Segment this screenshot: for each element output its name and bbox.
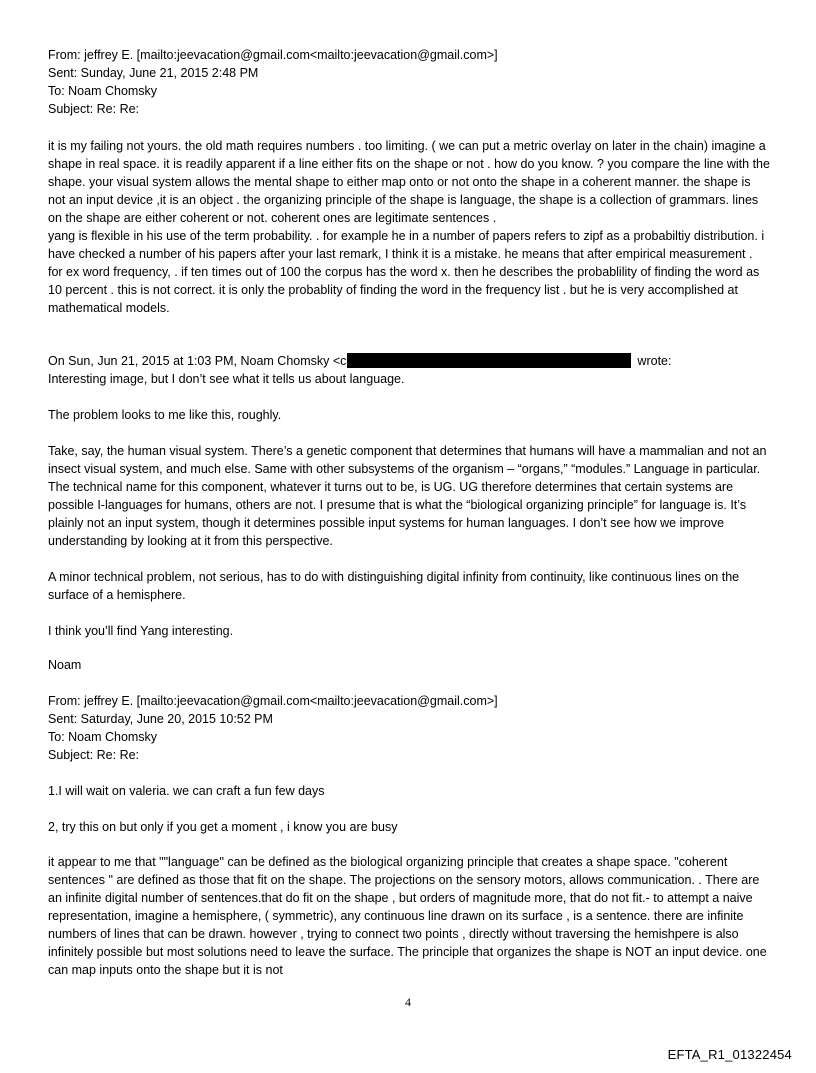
- email2-paragraph-3: it appear to me that ""language" can be defined as the biological organizing principle that creates a shape space. "coherent sentences " are defined as those that fit on the shape. The projections on the sensory motors, allows communication. . There are an infinite digital number of sentences.that do fit on the shape , but orders of magnitude more, that do not fit.- to attempt a naive representation, imagine a hemisphere, ( symmetric), any continuous line drawn on its surface , is a sentence. there are infinite numbers of lines that can be drawn. however , trying to connect two points , directly without traversing the hemishpere is also infinitely possible but most solutions need to leave the surface. The principle that organizes the shape is NOT an input device. one can map inputs onto the shape but it is not: [48, 855, 767, 977]
- email2-paragraph-1: 1.I will wait on valeria. we can craft a fun few days: [48, 784, 325, 798]
- quoted-on-line: On Sun, Jun 21, 2015 at 1:03 PM, Noam Chomsky <c: [48, 354, 347, 368]
- email1-sent: Sent: Sunday, June 21, 2015 2:48 PM: [48, 66, 259, 80]
- quoted-paragraph-3-block: [48, 442, 770, 550]
- quoted-paragraph-3: Take, say, the human visual system. There’s a genetic component that determines that humans will have a mammalian and not an insect visual system, and much else. Same with other subsystems of the organism – “organs,” “modules.” Language in particular. The technical name for this component, whatever it turns out to be, is UG. UG therefore determines that certain systems are possible I-languages for humans, others are not. I presume that is what the “biological organizing principle” for language is. It’s plainly not an input system, though it determines possible input systems for human languages. I don’t see how we improve understanding by looking at it from this perspective.: [48, 444, 767, 548]
- quoted-wrote: wrote:: [637, 354, 672, 368]
- email2-subject: Subject: Re: Re:: [48, 748, 140, 762]
- email1-body-paragraph-2: yang is flexible in his use of the term probability. . for example he in a number of papers refers to zipf as a probabiltiy distribution. i have checked a number of his papers after your last remark, I think it is a mistake. he means that after empirical measurement . for ex word frequency, . if ten times out of 100 the corpus has the word x. then he describes the probablility of finding the word as 10 percent . this is not correct. it is only the probablity of finding the word in the frequency list . but he is very accomplished at mathematical models.: [48, 229, 765, 315]
- email1-to: To: Noam Chomsky: [48, 84, 158, 98]
- email1-body-paragraph-1: it is my failing not yours. the old math requires numbers . too limiting. ( we can put a metric overlay on later in the chain) imagine a shape in real space. it is readily apparent if a line either fits on the shape or not . how do you know. ? you compare the line with the shape. your visual system allows the mental shape to either map onto or not onto the shape in a coherent manner. the shape is not an input device ,it is an object . the organizing principle of the shape is language, the shape is a collection of grammars. lines on the shape are either coherent or not. coherent ones are legitimate sentences .: [48, 139, 770, 225]
- email2-paragraph-2-block: [48, 818, 770, 836]
- email2-paragraph-2: 2, try this on but only if you get a moment , i know you are busy: [48, 820, 398, 834]
- quoted-paragraph-1: Interesting image, but I don’t see what it tells us about language.: [48, 372, 405, 386]
- quoted-paragraph-2: The problem looks to me like this, roughly.: [48, 408, 282, 422]
- email2-to: To: Noam Chomsky: [48, 730, 158, 744]
- quoted-paragraph-4: A minor technical problem, not serious, has to do with distinguishing digital infinity from continuity, like continuous lines on the surface of a hemisphere.: [48, 570, 740, 602]
- quoted-paragraph-5-block: [48, 622, 770, 640]
- redaction-bar: [347, 353, 631, 368]
- quoted-signature-block: [48, 656, 770, 674]
- quoted-paragraph-5: I think you’ll find Yang interesting.: [48, 624, 234, 638]
- email2-header: [48, 692, 770, 764]
- quoted-attribution: [48, 352, 770, 388]
- email2-sent: Sent: Saturday, June 20, 2015 10:52 PM: [48, 712, 273, 726]
- email1-header: [48, 46, 770, 118]
- page-number: 4: [405, 995, 411, 1009]
- email2-from: From: jeffrey E. [mailto:jeevacation@gmail.com<mailto:jeevacation@gmail.com>]: [48, 694, 498, 708]
- email1-subject: Subject: Re: Re:: [48, 102, 140, 116]
- email1-from: From: jeffrey E. [mailto:jeevacation@gmail.com<mailto:jeevacation@gmail.com>]: [48, 48, 498, 62]
- email2-paragraph-1-block: [48, 782, 770, 800]
- email1-body: [48, 137, 770, 317]
- email2-paragraph-3-block: [48, 853, 770, 979]
- bates-number: EFTA_R1_01322454: [667, 1047, 792, 1062]
- quoted-paragraph-4-block: [48, 568, 770, 604]
- quoted-signature: Noam: [48, 658, 82, 672]
- quoted-paragraph-2-block: [48, 406, 770, 424]
